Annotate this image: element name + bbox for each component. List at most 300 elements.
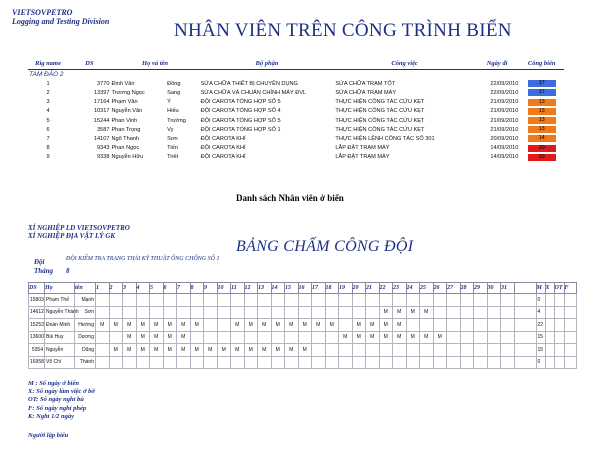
staff-row (28, 79, 564, 88)
staff-row (28, 107, 564, 116)
rig-group-label: TAM ĐẢO 2 (29, 71, 64, 79)
staff-row-date: 21/09/2010 (490, 108, 519, 115)
day-cell (204, 306, 218, 319)
day-cell (433, 319, 447, 332)
company-division: Logging and Testing Division (12, 17, 110, 26)
day-cell (366, 344, 380, 357)
header-family-name: Họ (45, 283, 75, 294)
day-cell (204, 331, 218, 344)
day-cell (163, 294, 177, 307)
day-cell: M (285, 344, 299, 357)
day-cell: M (379, 331, 393, 344)
day-cell (406, 294, 420, 307)
day-cell (352, 294, 366, 307)
timesheet-row-given-name: Sơn (75, 306, 96, 319)
timesheet-row-ot (554, 294, 564, 307)
timesheet-row-ds: 15803 (29, 294, 45, 307)
header-day-5: 5 (150, 283, 164, 294)
staff-row-sea-days-cell (519, 88, 564, 97)
day-cell (460, 344, 474, 357)
timesheet-row-total (514, 294, 536, 307)
day-cell: M (352, 331, 366, 344)
header-day-10: 10 (217, 283, 231, 294)
day-cell (136, 306, 150, 319)
day-cell (339, 294, 353, 307)
day-cell: M (177, 319, 191, 332)
day-cell: M (339, 331, 353, 344)
day-cell (420, 356, 434, 369)
staff-row-family-name: Nguyễn Hữu (111, 154, 144, 161)
company-header (12, 8, 109, 26)
timesheet-table (28, 282, 577, 369)
timesheet-row-total (514, 331, 536, 344)
header-day-22: 22 (379, 283, 393, 294)
day-cell (393, 344, 407, 357)
staff-row-family-name: Phan Trọng (111, 126, 141, 133)
day-cell (150, 306, 164, 319)
staff-row (28, 134, 564, 143)
header-day-21: 21 (366, 283, 380, 294)
day-cell: M (217, 344, 231, 357)
day-cell: M (150, 319, 164, 332)
day-cell (312, 344, 326, 357)
day-cell (123, 294, 137, 307)
day-cell (136, 356, 150, 369)
day-cell (163, 356, 177, 369)
day-cell (217, 319, 231, 332)
day-cell (96, 306, 110, 319)
staff-row-family-name: Phan Ngọc (111, 145, 140, 152)
day-cell (298, 356, 312, 369)
header-day-26: 26 (433, 283, 447, 294)
day-cell (447, 331, 461, 344)
day-cell: M (258, 344, 272, 357)
header-day-3: 3 (123, 283, 137, 294)
day-cell (352, 344, 366, 357)
day-cell (123, 356, 137, 369)
enterprise-header (28, 224, 130, 240)
staff-row-index: 5 (46, 117, 50, 124)
sea-days-badge: 20 (528, 145, 556, 152)
timesheet-row-m: 22 (536, 319, 545, 332)
day-cell (204, 294, 218, 307)
timesheet-row-ot (554, 331, 564, 344)
staff-table-header (28, 57, 564, 70)
day-cell: M (420, 306, 434, 319)
header-sea-days: Công biển (519, 57, 564, 70)
header-day-8: 8 (190, 283, 204, 294)
day-cell (366, 356, 380, 369)
day-cell (258, 306, 272, 319)
day-cell (474, 344, 488, 357)
timesheet-row-given-name: Dũng (75, 344, 96, 357)
day-cell: M (420, 331, 434, 344)
staff-row-given-name: Trường (167, 117, 186, 124)
day-cell (312, 356, 326, 369)
enterprise-line-2: XÍ NGHIỆP ĐỊA VẬT LÝ GK (28, 232, 116, 240)
timesheet-row-x (545, 294, 554, 307)
day-cell (244, 306, 258, 319)
timesheet-row-family-name: Bùi Huy (45, 331, 75, 344)
day-cell (190, 294, 204, 307)
day-cell (96, 344, 110, 357)
timesheet-row-ds: 14612 (29, 306, 45, 319)
day-cell (447, 319, 461, 332)
header-day-15: 15 (285, 283, 299, 294)
header-blank (514, 283, 536, 294)
day-cell: M (177, 344, 191, 357)
day-cell (460, 319, 474, 332)
timesheet-row-family-name: Phạm Thế (45, 294, 75, 307)
staff-row-date: 14/09/2010 (490, 145, 519, 152)
timesheet-row-given-name: Dương (75, 331, 96, 344)
day-cell (244, 356, 258, 369)
day-cell: M (366, 319, 380, 332)
timesheet-row (29, 319, 577, 332)
day-cell: M (393, 319, 407, 332)
timesheet-row-m: 0 (536, 356, 545, 369)
timesheet-row-ot (554, 306, 564, 319)
staff-row-date: 21/09/2010 (490, 99, 519, 106)
timesheet-row-family-name: Võ Chí (45, 356, 75, 369)
staff-row-ds: 10317 (93, 108, 110, 115)
day-cell (271, 356, 285, 369)
staff-row (28, 116, 564, 125)
day-cell (325, 344, 339, 357)
header-day-23: 23 (393, 283, 407, 294)
header-full-name: Họ và tên (110, 57, 199, 70)
day-cell (231, 331, 245, 344)
header-day-31: 31 (501, 283, 515, 294)
day-cell: M (406, 306, 420, 319)
day-cell (447, 356, 461, 369)
staff-row-date: 22/09/2010 (490, 80, 519, 87)
day-cell: M (244, 344, 258, 357)
day-cell (258, 331, 272, 344)
header-day-28: 28 (460, 283, 474, 294)
day-cell: M (109, 344, 123, 357)
day-cell (379, 356, 393, 369)
day-cell (406, 344, 420, 357)
day-cell (460, 356, 474, 369)
staff-row-family-name: Đinh Văn (111, 80, 135, 87)
legend-item-ot: OT: Số ngày nghỉ bù (28, 396, 84, 404)
day-cell (420, 319, 434, 332)
day-cell (474, 356, 488, 369)
day-cell (433, 344, 447, 357)
day-cell: M (163, 344, 177, 357)
header-day-14: 14 (271, 283, 285, 294)
staff-row-job: SỬA CHỮA TRẠM MÁY (335, 89, 397, 96)
day-cell (231, 356, 245, 369)
day-cell (312, 331, 326, 344)
staff-row-date: 22/09/2010 (490, 89, 519, 96)
header-day-2: 2 (109, 283, 123, 294)
day-cell (487, 331, 501, 344)
day-cell (379, 294, 393, 307)
staff-row-family-name: Trương Ngọc (111, 89, 145, 96)
legend-item-f: F: Số ngày nghỉ phép (28, 404, 87, 412)
timesheet-row-m: 4 (536, 306, 545, 319)
day-cell (352, 356, 366, 369)
day-cell (123, 306, 137, 319)
day-cell: M (325, 319, 339, 332)
day-cell (420, 294, 434, 307)
day-cell (325, 294, 339, 307)
staff-row-index: 2 (46, 89, 50, 96)
day-cell (366, 294, 380, 307)
day-cell: M (231, 344, 245, 357)
day-cell (136, 294, 150, 307)
day-cell (271, 306, 285, 319)
day-cell: M (393, 331, 407, 344)
header-day-6: 6 (163, 283, 177, 294)
day-cell: M (136, 344, 150, 357)
header-day-11: 11 (231, 283, 245, 294)
day-cell: M (123, 319, 137, 332)
timesheet-row-ds: 16958 (29, 356, 45, 369)
timesheet-row-ds: 13600 (29, 331, 45, 344)
day-cell (339, 319, 353, 332)
timesheet-row-m: 15 (536, 331, 545, 344)
staff-row-ds: 15244 (93, 117, 110, 124)
timesheet-row-given-name: Thành (75, 356, 96, 369)
company-name: VIETSOVPETRO (12, 8, 73, 17)
day-cell: M (163, 319, 177, 332)
day-cell (150, 356, 164, 369)
day-cell (460, 294, 474, 307)
day-cell (460, 306, 474, 319)
staff-row-index: 4 (46, 108, 50, 115)
staff-row-given-name: Sang (167, 89, 181, 96)
day-cell (190, 356, 204, 369)
timesheet-row-x (545, 344, 554, 357)
timesheet-row-ot (554, 356, 564, 369)
day-cell (217, 294, 231, 307)
day-cell: M (379, 319, 393, 332)
staff-row-department: ĐỘI CAROTA TỔNG HỢP SỐ 5 (200, 99, 281, 106)
header-day-17: 17 (312, 283, 326, 294)
day-cell (501, 306, 515, 319)
legend-item-k: K: Nghỉ 1/2 ngày (28, 412, 75, 420)
staff-row-date: 21/09/2010 (490, 117, 519, 124)
timesheet-row-ot (554, 344, 564, 357)
day-cell (217, 331, 231, 344)
day-cell (190, 306, 204, 319)
day-cell (339, 356, 353, 369)
day-cell: M (271, 344, 285, 357)
day-cell: M (123, 344, 137, 357)
staff-row-sea-days-cell (519, 134, 564, 143)
day-cell (501, 319, 515, 332)
header-day-24: 24 (406, 283, 420, 294)
day-cell (487, 294, 501, 307)
day-cell (447, 306, 461, 319)
timesheet-row-m: 0 (536, 294, 545, 307)
day-cell (244, 331, 258, 344)
rig-group-row (28, 70, 564, 80)
staff-row-given-name: Sơn (167, 135, 178, 142)
header-job: Công việc (334, 57, 474, 70)
header-day-1: 1 (96, 283, 110, 294)
day-cell (231, 294, 245, 307)
day-cell (433, 294, 447, 307)
day-cell (258, 356, 272, 369)
sea-days-badge: 13 (528, 117, 556, 124)
timesheet-row-ot (554, 319, 564, 332)
month-label: Tháng (34, 267, 54, 275)
timesheet-row-ds: 15253 (29, 319, 45, 332)
timesheet-row-f (564, 294, 576, 307)
timesheet-row-x (545, 331, 554, 344)
day-cell (217, 306, 231, 319)
day-cell (501, 294, 515, 307)
day-cell (109, 294, 123, 307)
staff-row-job: SỬA CHỮA TRẠM TỐT (335, 80, 396, 87)
day-cell: M (312, 319, 326, 332)
day-cell (231, 306, 245, 319)
staff-row-sea-days-cell (519, 107, 564, 116)
day-cell: M (271, 319, 285, 332)
staff-row (28, 153, 564, 162)
staff-row-ds: 9338 (97, 154, 110, 161)
header-day-12: 12 (244, 283, 258, 294)
header-day-4: 4 (136, 283, 150, 294)
timesheet-row-x (545, 306, 554, 319)
timesheet-legend (28, 380, 95, 421)
staff-row-ds: 9343 (97, 145, 110, 152)
staff-row-sea-days-cell (519, 79, 564, 88)
day-cell: M (163, 331, 177, 344)
day-cell (339, 306, 353, 319)
staff-row (28, 144, 564, 153)
day-cell (298, 331, 312, 344)
staff-row-department: SỬA CHỮA THIẾT BỊ CHUYÊN DỤNG (200, 80, 298, 87)
month-value: 8 (66, 267, 70, 275)
timesheet-row-total (514, 356, 536, 369)
timesheet-row-f (564, 344, 576, 357)
day-cell (501, 344, 515, 357)
day-cell (258, 294, 272, 307)
staff-row-index: 6 (46, 126, 50, 133)
day-cell (150, 294, 164, 307)
header-ot: OT (554, 283, 564, 294)
staff-row-job: THỰC HIỆN CÔNG TÁC CỨU KẸT (335, 99, 425, 106)
day-cell: M (150, 344, 164, 357)
day-cell (474, 331, 488, 344)
timesheet-row (29, 344, 577, 357)
timesheet-row-f (564, 356, 576, 369)
day-cell (244, 294, 258, 307)
day-cell: M (190, 319, 204, 332)
day-cell (487, 306, 501, 319)
day-cell (96, 294, 110, 307)
staff-list-caption: Danh sách Nhân viên ở biển (236, 193, 344, 203)
day-cell (177, 306, 191, 319)
header-day-13: 13 (258, 283, 272, 294)
day-cell (433, 356, 447, 369)
sea-days-badge: 17 (528, 89, 556, 96)
staff-row-given-name: Tiến (167, 145, 178, 152)
day-cell: M (136, 319, 150, 332)
staff-row-job: THỰC HIỆN CÔNG TÁC CỨU KẸT (335, 117, 425, 124)
staff-row-job: THỰC HIỆN CÔNG TÁC CỨU KẸT (335, 108, 425, 115)
day-cell (177, 294, 191, 307)
header-day-25: 25 (420, 283, 434, 294)
timesheet-row-x (545, 319, 554, 332)
sea-days-badge: 13 (528, 99, 556, 106)
day-cell (366, 306, 380, 319)
staff-row (28, 98, 564, 107)
staff-row-ds: 3770 (97, 80, 110, 87)
day-cell (285, 294, 299, 307)
header-day-16: 16 (298, 283, 312, 294)
day-cell: M (190, 344, 204, 357)
timesheet-row-f (564, 319, 576, 332)
day-cell: M (433, 331, 447, 344)
day-cell (339, 344, 353, 357)
day-cell (190, 331, 204, 344)
legend-item-x: X: Số ngày làm việc ở bờ (28, 388, 95, 396)
timesheet-row (29, 306, 577, 319)
day-cell: M (298, 344, 312, 357)
header-departure-date: Ngày đi (475, 57, 520, 70)
sea-days-badge: 14 (528, 135, 556, 142)
staff-row-department: SỬA CHỮA VÀ CHUẨN CHỈNH MÁY ĐVL (200, 89, 307, 96)
day-cell: M (352, 319, 366, 332)
timesheet-row-given-name: Mạnh (75, 294, 96, 307)
day-cell (420, 344, 434, 357)
staff-row-ds: 3587 (97, 126, 110, 133)
staff-row-sea-days-cell (519, 98, 564, 107)
day-cell: M (136, 331, 150, 344)
day-cell: M (96, 319, 110, 332)
staff-row-department: ĐỘI CAROTA KHÍ (200, 154, 246, 161)
staff-row-given-name: Ý (167, 99, 171, 106)
header-ds: DS (68, 57, 110, 70)
header-m: M (536, 283, 545, 294)
day-cell (487, 344, 501, 357)
staff-row-given-name: Triết (167, 154, 179, 161)
day-cell (501, 331, 515, 344)
staff-row-department: ĐỘI CAROTA TỔNG HỢP SỐ 5 (200, 117, 281, 124)
day-cell (204, 319, 218, 332)
day-cell (393, 356, 407, 369)
day-cell (109, 356, 123, 369)
staff-row-job: THỰC HIỆN CÔNG TÁC CỨU KẸT (335, 126, 425, 133)
day-cell (474, 294, 488, 307)
staff-row-family-name: Phan Vinh (111, 117, 138, 124)
header-ds: DS (29, 283, 45, 294)
timesheet-row (29, 356, 577, 369)
header-x: X (545, 283, 554, 294)
day-cell (487, 319, 501, 332)
header-day-18: 18 (325, 283, 339, 294)
staff-row-index: 1 (46, 80, 50, 87)
day-cell (352, 306, 366, 319)
day-cell: M (393, 306, 407, 319)
staff-row-index: 9 (46, 154, 50, 161)
day-cell (177, 356, 191, 369)
staff-row-ds: 17164 (93, 99, 110, 106)
timesheet-row-given-name: Hướng (75, 319, 96, 332)
day-cell: M (150, 331, 164, 344)
staff-row-department: ĐỘI CAROTA KHÍ (200, 145, 246, 152)
day-cell (96, 331, 110, 344)
day-cell (447, 344, 461, 357)
day-cell (298, 294, 312, 307)
day-cell (109, 331, 123, 344)
